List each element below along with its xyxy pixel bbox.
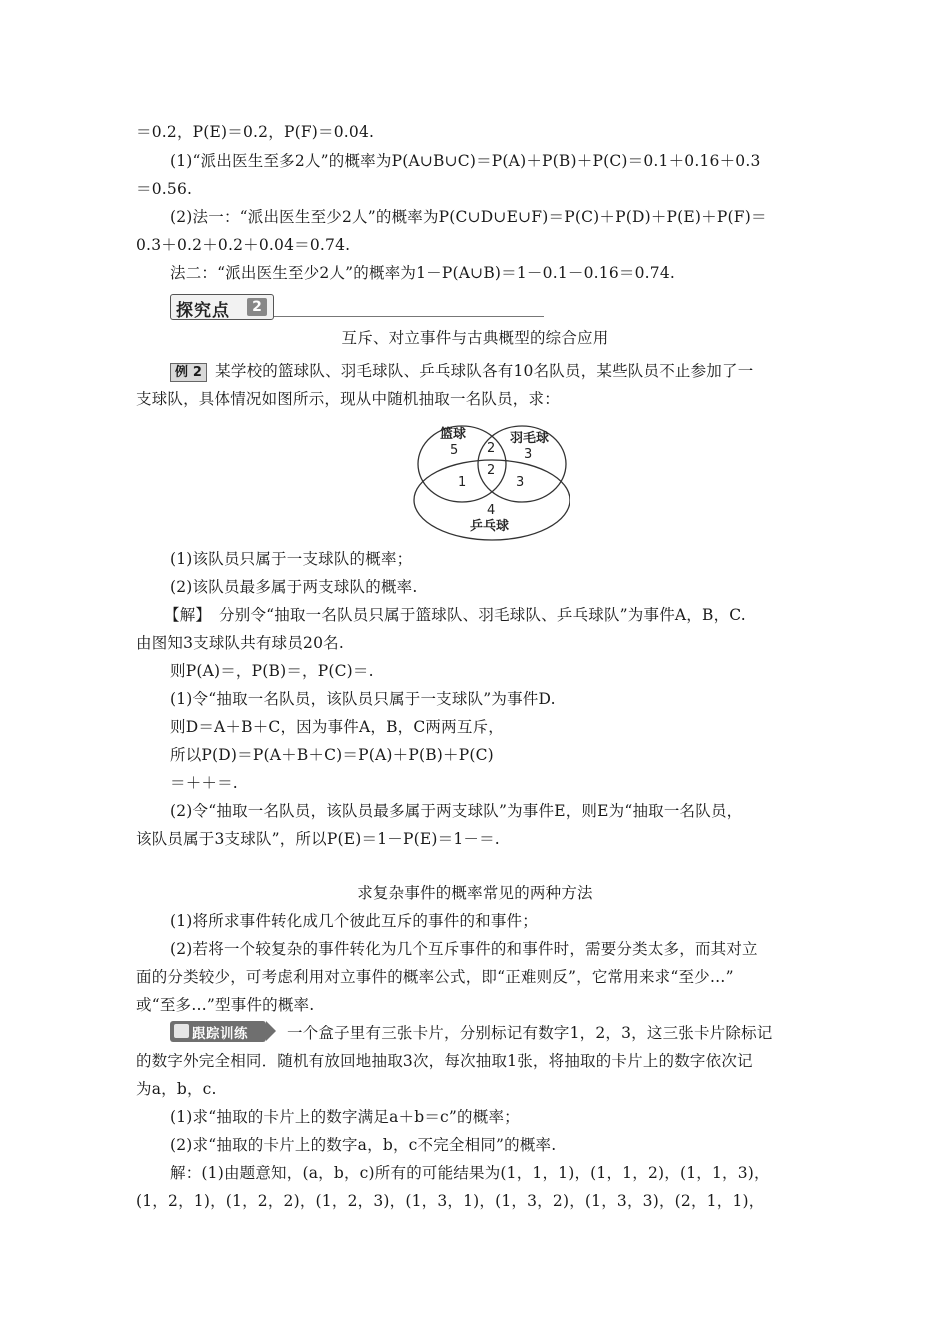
badminton-pingpong-count: 3	[516, 475, 525, 490]
solution-line: 则P(A)＝，P(B)＝，P(C)＝.	[170, 662, 374, 680]
solution-line: 该队员属于3支球队”，所以P(E)＝1－P(E)＝1－＝.	[136, 830, 500, 848]
method-line: 或“至多…”型事件的概率.	[136, 996, 315, 1014]
section-title: 互斥、对立事件与古典概型的综合应用	[341, 329, 609, 347]
practice-line: 的数字外完全相同．随机有放回地抽取3次，每次抽取1张，将抽取的卡片上的数字依次记	[136, 1052, 753, 1070]
badminton-only-count: 3	[524, 447, 533, 462]
text-line: 支球队，具体情况如图所示，现从中随机抽取一名队员，求：	[136, 390, 560, 408]
all-three-count: 2	[487, 463, 496, 478]
practice-question: (1)求“抽取的卡片上的数字满足a＋b＝c”的概率；	[170, 1108, 520, 1126]
method-line: (2)若将一个较复杂的事件转化为几个互斥事件的和事件时，需要分类太多，而其对立	[170, 940, 758, 958]
text-line: (2)法一：“派出医生至少2人”的概率为P(C∪D∪E∪F)＝P(C)＋P(D)＋P(E)＋P(F)＝	[170, 208, 767, 226]
solution-line: 【解】 分别令“抽取一名队员只属于篮球队、羽毛球队、乒乓球队”为事件A，B，C.	[164, 606, 746, 624]
method-title: 求复杂事件的概率常见的两种方法	[357, 884, 593, 902]
venn-diagram	[400, 416, 570, 546]
practice-line: 一个盒子里有三张卡片，分别标记有数字1，2，3，这三张卡片除标记	[287, 1024, 773, 1042]
solution-line: 所以P(D)＝P(A＋B＋C)＝P(A)＋P(B)＋P(C)	[170, 746, 494, 764]
section-rule	[274, 316, 544, 317]
example-line	[0, 360, 950, 382]
solution-line: (2)令“抽取一名队员，该队员最多属于两支球队”为事件E，则E为“抽取一名队员，	[170, 802, 743, 820]
method-line: (1)将所求事件转化成几个彼此互斥的事件的和事件；	[170, 912, 538, 930]
solution-line: 则D＝A＋B＋C，因为事件A，B，C两两互斥，	[170, 718, 504, 736]
basketball-only-count: 5	[450, 443, 459, 458]
practice-question: (2)求“抽取的卡片上的数字a，b，c不完全相同”的概率.	[170, 1136, 557, 1154]
practice-answer: 解：(1)由题意知，(a，b，c)所有的可能结果为(1，1，1)，(1，1，2)，(1，1，3)，	[170, 1164, 770, 1182]
basketball-badminton-count: 2	[487, 441, 496, 456]
pingpong-label: 乒乓球	[470, 519, 510, 534]
section-badge-label: 探究点	[176, 301, 230, 321]
solution-line: (1)令“抽取一名队员，该队员只属于一支球队”为事件D.	[170, 690, 556, 708]
basketball-pingpong-count: 1	[458, 475, 467, 490]
badminton-label: 羽毛球	[510, 431, 550, 446]
solution-line: 由图知3支球队共有球员20名.	[136, 634, 345, 652]
example-tag: 例 2	[170, 363, 207, 382]
example-text: 某学校的篮球队、羽毛球队、乒乓球队各有10名队员，某些队员不止参加了一	[215, 362, 754, 380]
practice-badge-label: 跟踪训练	[192, 1026, 248, 1042]
question-line: (2)该队员最多属于两支球队的概率.	[170, 578, 418, 596]
section-badge-number: 2	[247, 298, 267, 316]
section-badge	[170, 294, 274, 320]
text-line: 0.3＋0.2＋0.2＋0.04＝0.74.	[136, 236, 351, 254]
practice-line: 为a，b，c.	[136, 1080, 217, 1098]
method-line: 面的分类较少，可考虑利用对立事件的概率公式，即“正难则反”，它常用来求“至少…”	[136, 968, 734, 986]
practice-answer: (1，2，1)，(1，2，2)，(1，2，3)，(1，3，1)，(1，3，2)，(1，3，3)，(2，1，1)，	[136, 1192, 765, 1210]
basketball-label: 篮球	[440, 427, 467, 442]
section-banner	[170, 294, 550, 320]
text-line: (1)“派出医生至多2人”的概率为P(A∪B∪C)＝P(A)＋P(B)＋P(C)＝0.1＋0.16＋0.3	[170, 152, 761, 170]
question-line: (1)该队员只属于一支球队的概率；	[170, 550, 413, 568]
text-line: ＝0.56.	[136, 180, 193, 198]
pingpong-only-count: 4	[487, 503, 496, 518]
text-line: ＝0.2，P(E)＝0.2，P(F)＝0.04.	[136, 123, 375, 141]
solution-line: ＝＋＋＝.	[170, 774, 238, 792]
text-line: 法二：“派出医生至少2人”的概率为1－P(A∪B)＝1－0.1－0.16＝0.74.	[170, 264, 676, 282]
